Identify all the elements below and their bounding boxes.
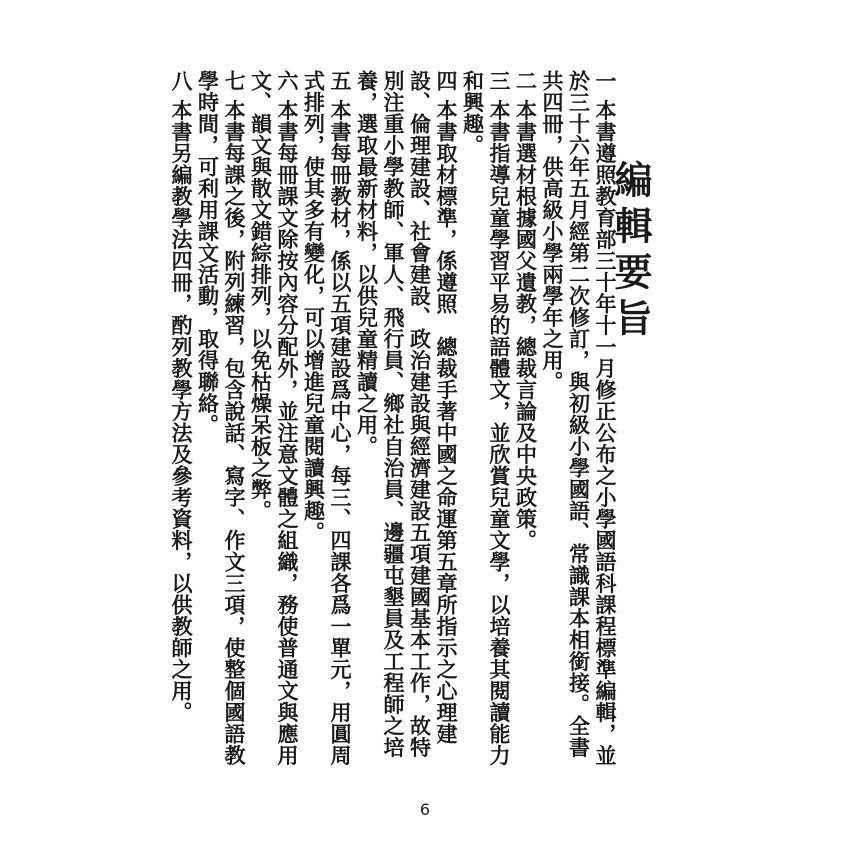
item-number: 六 [275,70,300,92]
item-text: 本書遵照教育部三十年十一月修正公布之小學國語科課程標準編輯，並於三十六年五月經第二次修訂，與初級小學國語、常識課本相銜接。全書共四冊，供高級小學兩學年之用。 [540,70,618,766]
item-number: 一 [593,70,618,92]
item-number: 四 [434,70,459,92]
item-text: 本書選材根據國父遺教，總裁言論及中央政策。 [513,99,539,551]
page-number: 6 [419,800,431,819]
list-item [194,70,247,770]
list-item [459,70,512,770]
list-item [539,70,619,770]
list-item [512,70,539,770]
page-title: 編輯要旨 [608,160,653,344]
guidelines-list [169,70,618,770]
item-number: 七 [222,70,247,92]
item-number: 八 [169,70,194,92]
item-text: 本書指導兒童學習平易的語體文，並欣賞兒童文學，以培養其閱讀能力和興趣。 [460,70,512,766]
list-item [168,70,195,770]
item-number: 五 [328,70,353,92]
list-item [247,70,300,770]
item-text: 本書每冊課文除按內容分配外，並注意文體之組織，務使普通文與應用文、韻文與散文錯綜排列，以免枯燥呆板之弊。 [248,70,300,766]
item-number: 三 [487,70,512,92]
item-number: 二 [513,70,539,92]
list-item [353,70,459,770]
item-text: 本書取材標準，係遵照 總裁手著中國之命運第五章所指示之心理建設、倫理建設、社會建設、政治建設與經濟建設五項建國基本工作，故特別注重小學教師、軍人、飛行員、鄉社自治員、邊疆屯墾員及工程師之培養，選取最新材料，以供兒童精讀之用。 [354,70,459,758]
item-text: 本書每課之後，附列練習，包含說話、寫字、作文三項，使整個國語教學時間，可利用課文活動，取得聯絡。 [195,70,247,766]
list-item [300,70,353,770]
item-text: 本書另編教學法四冊，酌列教學方法及參考資料，以供教師之用。 [169,99,194,723]
item-text: 本書每冊教材，係以五項建設爲中心，每三、四課各爲一單元，用圓周式排列，使其多有變化，可以增進兒童閱讀興趣。 [301,70,353,766]
